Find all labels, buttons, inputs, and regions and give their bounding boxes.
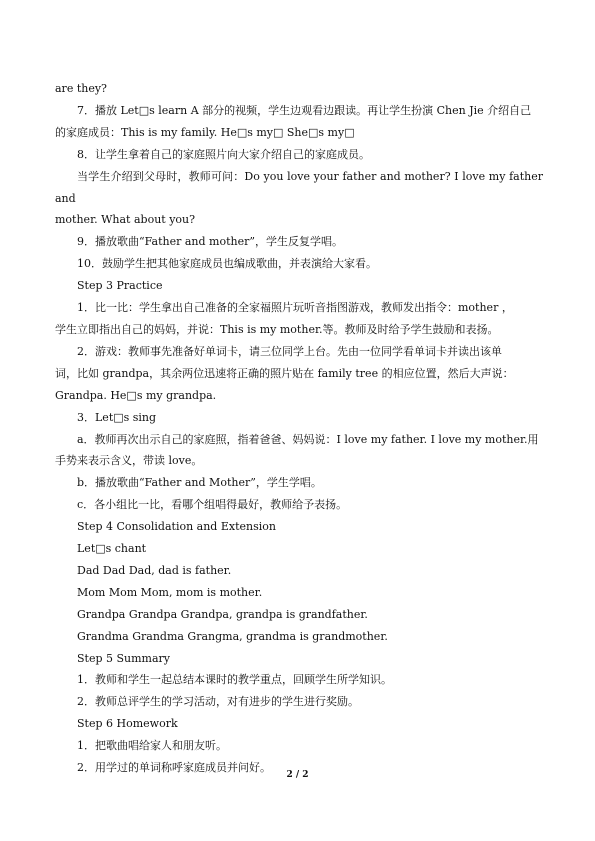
text-line: 1．教师和学生一起总结本课时的教学重点，回顾学生所学知识。 xyxy=(77,673,392,687)
text-line: 手势来表示含义，带读 love。 xyxy=(55,454,203,468)
text-line: 词，比如 grandpa，其余两位迅速将正确的照片贴在 family tree 的相应位置，然后大声说： xyxy=(55,366,514,380)
text-line: b．播放歌曲“Father and Mother”，学生学唱。 xyxy=(77,476,322,490)
text-line: Dad Dad Dad, dad is father. xyxy=(77,563,232,577)
text-line: c．各小组比一比，看哪个组唱得最好，教师给予表扬。 xyxy=(77,498,348,512)
section-heading: Step 5 Summary xyxy=(77,651,171,665)
text-line: 7．播放 Let□s learn A 部分的视频，学生边观看边跟读。再让学生扮演 Chen Jie 介绍自己 xyxy=(77,103,532,117)
text-line: 2．用学过的单词称呼家庭成员并问好。 xyxy=(77,761,271,775)
section-heading: Step 3 Practice xyxy=(77,279,163,293)
text-line: mother. What about you? xyxy=(55,213,196,227)
text-line: 1．把歌曲唱给家人和朋友听。 xyxy=(77,739,227,753)
text-line: Grandpa. He□s my grandpa. xyxy=(55,388,217,402)
text-line: 8．让学生拿着自己的家庭照片向大家介绍自己的家庭成员。 xyxy=(77,147,370,161)
text-line: Grandpa Grandpa Grandpa, grandpa is grandfather. xyxy=(77,607,368,621)
text-line: are they? xyxy=(55,82,107,95)
text-line: 1．比一比：学生拿出自己准备的全家福照片玩听音指图游戏，教师发出指令：mother ， xyxy=(77,301,513,315)
text-line: 当学生介绍到父母时，教师可问：Do you love your father and mother? I love my father and xyxy=(55,169,543,205)
text-line: 2．游戏：教师事先准备好单词卡，请三位同学上台。先由一位同学看单词卡并读出该单 xyxy=(77,344,502,358)
text-line: a．教师再次出示自己的家庭照，指着爸爸、妈妈说：I love my father. I love my mother.用 xyxy=(77,432,539,446)
document-body xyxy=(55,78,543,779)
page-number: 2 / 2 xyxy=(286,770,309,780)
text-line: 2．教师总评学生的学习活动，对有进步的学生进行奖励。 xyxy=(77,695,359,709)
text-line: 9．播放歌曲“Father and mother”，学生反复学唱。 xyxy=(77,235,343,249)
text-line: Let□s chant xyxy=(77,542,147,556)
section-heading: Step 4 Consolidation and Extension xyxy=(77,520,276,534)
section-heading: Step 6 Homework xyxy=(77,717,178,731)
text-line: 3．Let□s sing xyxy=(77,410,157,424)
text-line: 学生立即指出自己的妈妈，并说：This is my mother.等。教师及时给予学生鼓励和表扬。 xyxy=(55,322,499,336)
text-line: 10．鼓励学生把其他家庭成员也编成歌曲，并表演给大家看。 xyxy=(77,257,377,271)
text-line: 的家庭成员：This is my family. He□s my□ She□s my□ xyxy=(55,125,355,139)
text-line: Mom Mom Mom, mom is mother. xyxy=(77,585,263,599)
text-line: Grandma Grandma Grangma, grandma is grandmother. xyxy=(77,629,388,643)
